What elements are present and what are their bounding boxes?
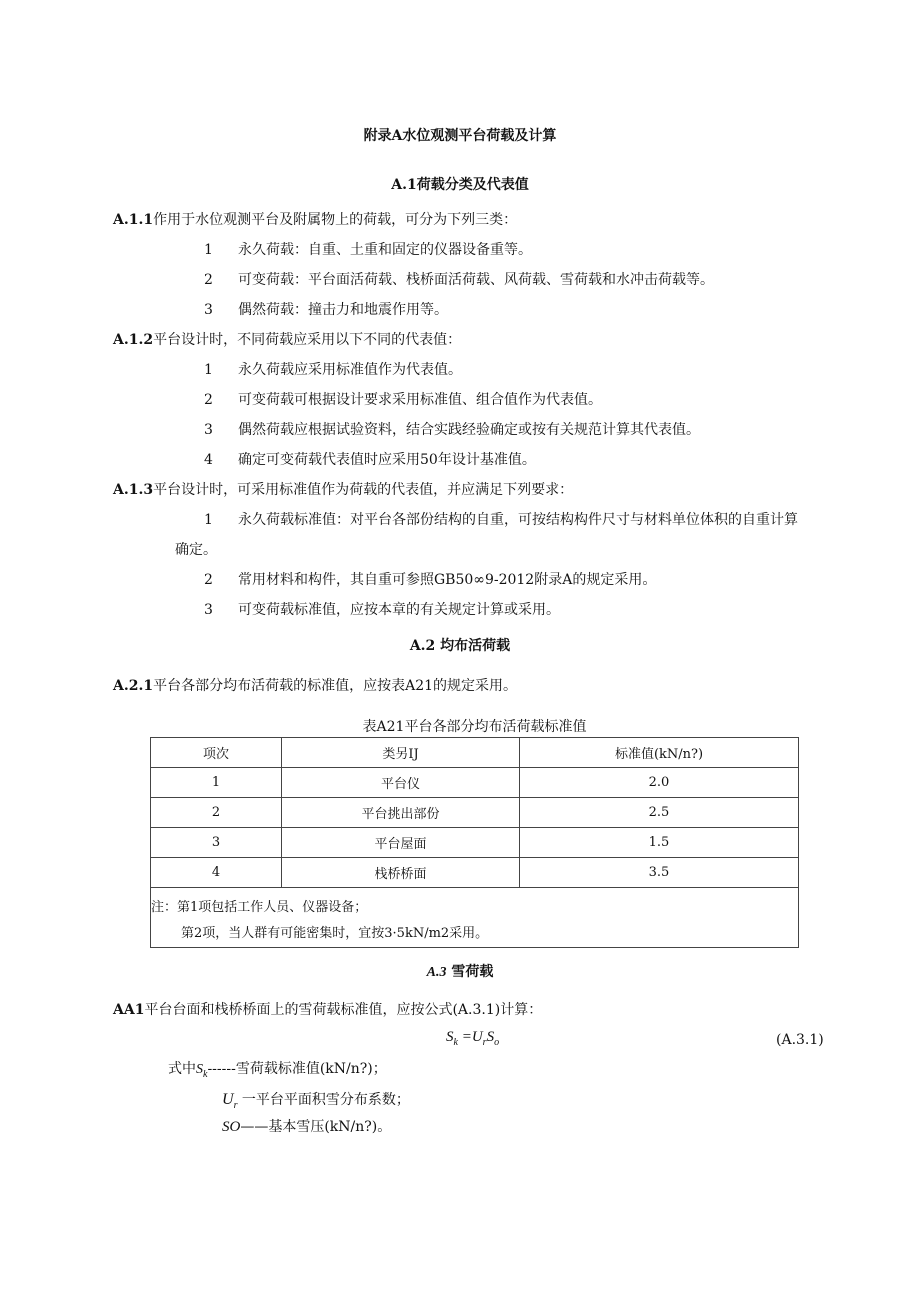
table-cell: 4 — [151, 858, 282, 888]
item-text: 确定可变荷载代表值时应采用50年设计基准值。 — [238, 452, 536, 468]
table-note — [151, 888, 799, 948]
item-number: 1 — [204, 512, 213, 528]
item-number: 2 — [204, 392, 213, 408]
formula-equals: = — [457, 1029, 472, 1045]
table-note-row — [151, 888, 799, 948]
clause-label: A.2.1 — [113, 678, 154, 694]
table-cell: 平台挑出部份 — [282, 798, 520, 828]
header-cell: 类另IJ — [282, 738, 520, 768]
section-a1-heading: A.1荷载分类及代表值 — [391, 177, 529, 193]
item-text: 永久荷载：自重、土重和固定的仪器设备重等。 — [238, 242, 532, 258]
item-text: 可变荷载：平台面活荷载、栈桥面活荷载、风荷载、雪荷载和水冲击荷载等。 — [238, 272, 714, 288]
list-item — [204, 601, 560, 619]
header-cell: 项次 — [151, 738, 282, 768]
where-subscript: k — [203, 1068, 208, 1080]
item-number: 3 — [204, 302, 213, 318]
item-text-continued: 确定。 — [175, 542, 217, 558]
item-text: 常用材料和构件，其自重可参照GB50∞9-2012附录A的规定采用。 — [238, 572, 657, 588]
formula-symbol: S — [446, 1029, 454, 1045]
table-cell: 2.5 — [520, 798, 799, 828]
list-item — [204, 271, 714, 289]
where-prefix: 式中 — [168, 1061, 196, 1077]
item-text: 偶然荷载：撞击力和地震作用等。 — [238, 302, 448, 318]
section-number: A.3 — [426, 965, 447, 980]
item-text: 偶然荷载应根据试验资料，结合实践经验确定或按有关规范计算其代表值。 — [238, 422, 700, 438]
where-description: 一平台平面积雪分布系数； — [241, 1092, 410, 1108]
where-symbol: SO — [222, 1119, 241, 1135]
where-symbol: S — [196, 1062, 203, 1077]
section-title: 雪荷载 — [451, 964, 494, 980]
table-cell: 1 — [151, 768, 282, 798]
clause-label: AA1 — [113, 1002, 145, 1018]
clause-text: 平台台面和栈桥桥面上的雪荷载标准值，应按公式(A.3.1)计算： — [144, 1002, 543, 1018]
table-caption: 表A21平台各部分均布活荷载标准值 — [362, 719, 587, 735]
clause-aa1 — [113, 1001, 542, 1019]
header-cell: 标准值(kN/n?) — [520, 738, 799, 768]
list-item — [204, 571, 656, 589]
section-a2-heading: A.2 均布活荷载 — [409, 638, 511, 654]
table-header-row — [151, 738, 799, 768]
clause-text: 平台设计时，不同荷载应采用以下不同的代表值： — [153, 332, 462, 348]
load-table — [150, 737, 799, 948]
clause-label: A.1.3 — [113, 482, 154, 498]
table-note-line: 第2项，当人群有可能密集时，宜按3·5kN∕m2采用。 — [181, 926, 489, 941]
where-subscript: r — [233, 1099, 238, 1111]
table-cell: 平台仪 — [282, 768, 520, 798]
list-item — [204, 301, 448, 319]
item-number: 1 — [204, 242, 213, 258]
table-row — [151, 828, 799, 858]
formula-number: (A.3.1) — [776, 1032, 824, 1048]
item-number: 3 — [204, 422, 213, 438]
formula-symbol: S — [486, 1029, 495, 1045]
clause-text: 平台设计时，可采用标准值作为荷载的代表值，并应满足下列要求： — [153, 482, 574, 498]
list-item — [204, 241, 532, 259]
table-cell: 2.0 — [520, 768, 799, 798]
table-cell: 平台屋面 — [282, 828, 520, 858]
clause-label: A.1.1 — [113, 212, 154, 228]
item-number: 3 — [204, 602, 213, 618]
clause-label: A.1.2 — [113, 332, 154, 348]
item-text: 可变荷载标准值，应按本章的有关规定计算或采用。 — [238, 602, 560, 618]
clause-a112 — [113, 331, 461, 349]
formula-where-so — [222, 1118, 391, 1136]
clause-a113 — [113, 481, 573, 499]
clause-a111 — [113, 211, 517, 229]
item-number: 2 — [204, 272, 213, 288]
table-cell: 2 — [151, 798, 282, 828]
item-text: 永久荷载标准值：对平台各部份结构的自重，可按结构构件尺寸与材料单位体积的自重计算 — [238, 512, 798, 528]
table-cell: 3.5 — [520, 858, 799, 888]
clause-text: 平台各部分均布活荷载的标准值，应按表A21的规定采用。 — [153, 678, 518, 694]
where-description: ------雪荷载标准值(kN/n?)； — [207, 1061, 387, 1077]
snow-load-formula — [446, 1029, 499, 1048]
formula-symbol: U — [471, 1029, 483, 1045]
item-number: 2 — [204, 572, 213, 588]
list-item — [204, 391, 602, 409]
table-cell: 3 — [151, 828, 282, 858]
where-description: ——基本雪压(kN/n?)。 — [240, 1119, 392, 1135]
list-item — [204, 361, 462, 379]
clause-text: 作用于水位观测平台及附属物上的荷载，可分为下列三类： — [153, 212, 518, 228]
section-a3-heading — [0, 963, 920, 982]
formula-subscript: r — [482, 1037, 487, 1048]
table-cell: 栈桥桥面 — [282, 858, 520, 888]
item-number: 4 — [204, 452, 213, 468]
formula-subscript: k — [453, 1037, 458, 1048]
table-row — [151, 768, 799, 798]
formula-where-ur — [222, 1091, 410, 1115]
list-item — [204, 451, 536, 469]
clause-a21 — [113, 677, 517, 695]
item-text: 永久荷载应采用标准值作为代表值。 — [238, 362, 462, 378]
table-row — [151, 858, 799, 888]
formula-subscript: o — [494, 1037, 500, 1048]
table-note-line: 注：第1项包括工作人员、仪器设备； — [151, 900, 368, 915]
appendix-title: 附录A水位观测平台荷载及计算 — [363, 128, 557, 144]
where-symbol: U — [222, 1091, 234, 1108]
list-item — [204, 511, 798, 529]
table-cell: 1.5 — [520, 828, 799, 858]
item-number: 1 — [204, 362, 213, 378]
list-item — [204, 421, 700, 439]
table-row — [151, 798, 799, 828]
formula-where-sk — [168, 1060, 387, 1084]
item-text: 可变荷载可根据设计要求采用标准值、组合值作为代表值。 — [238, 392, 602, 408]
